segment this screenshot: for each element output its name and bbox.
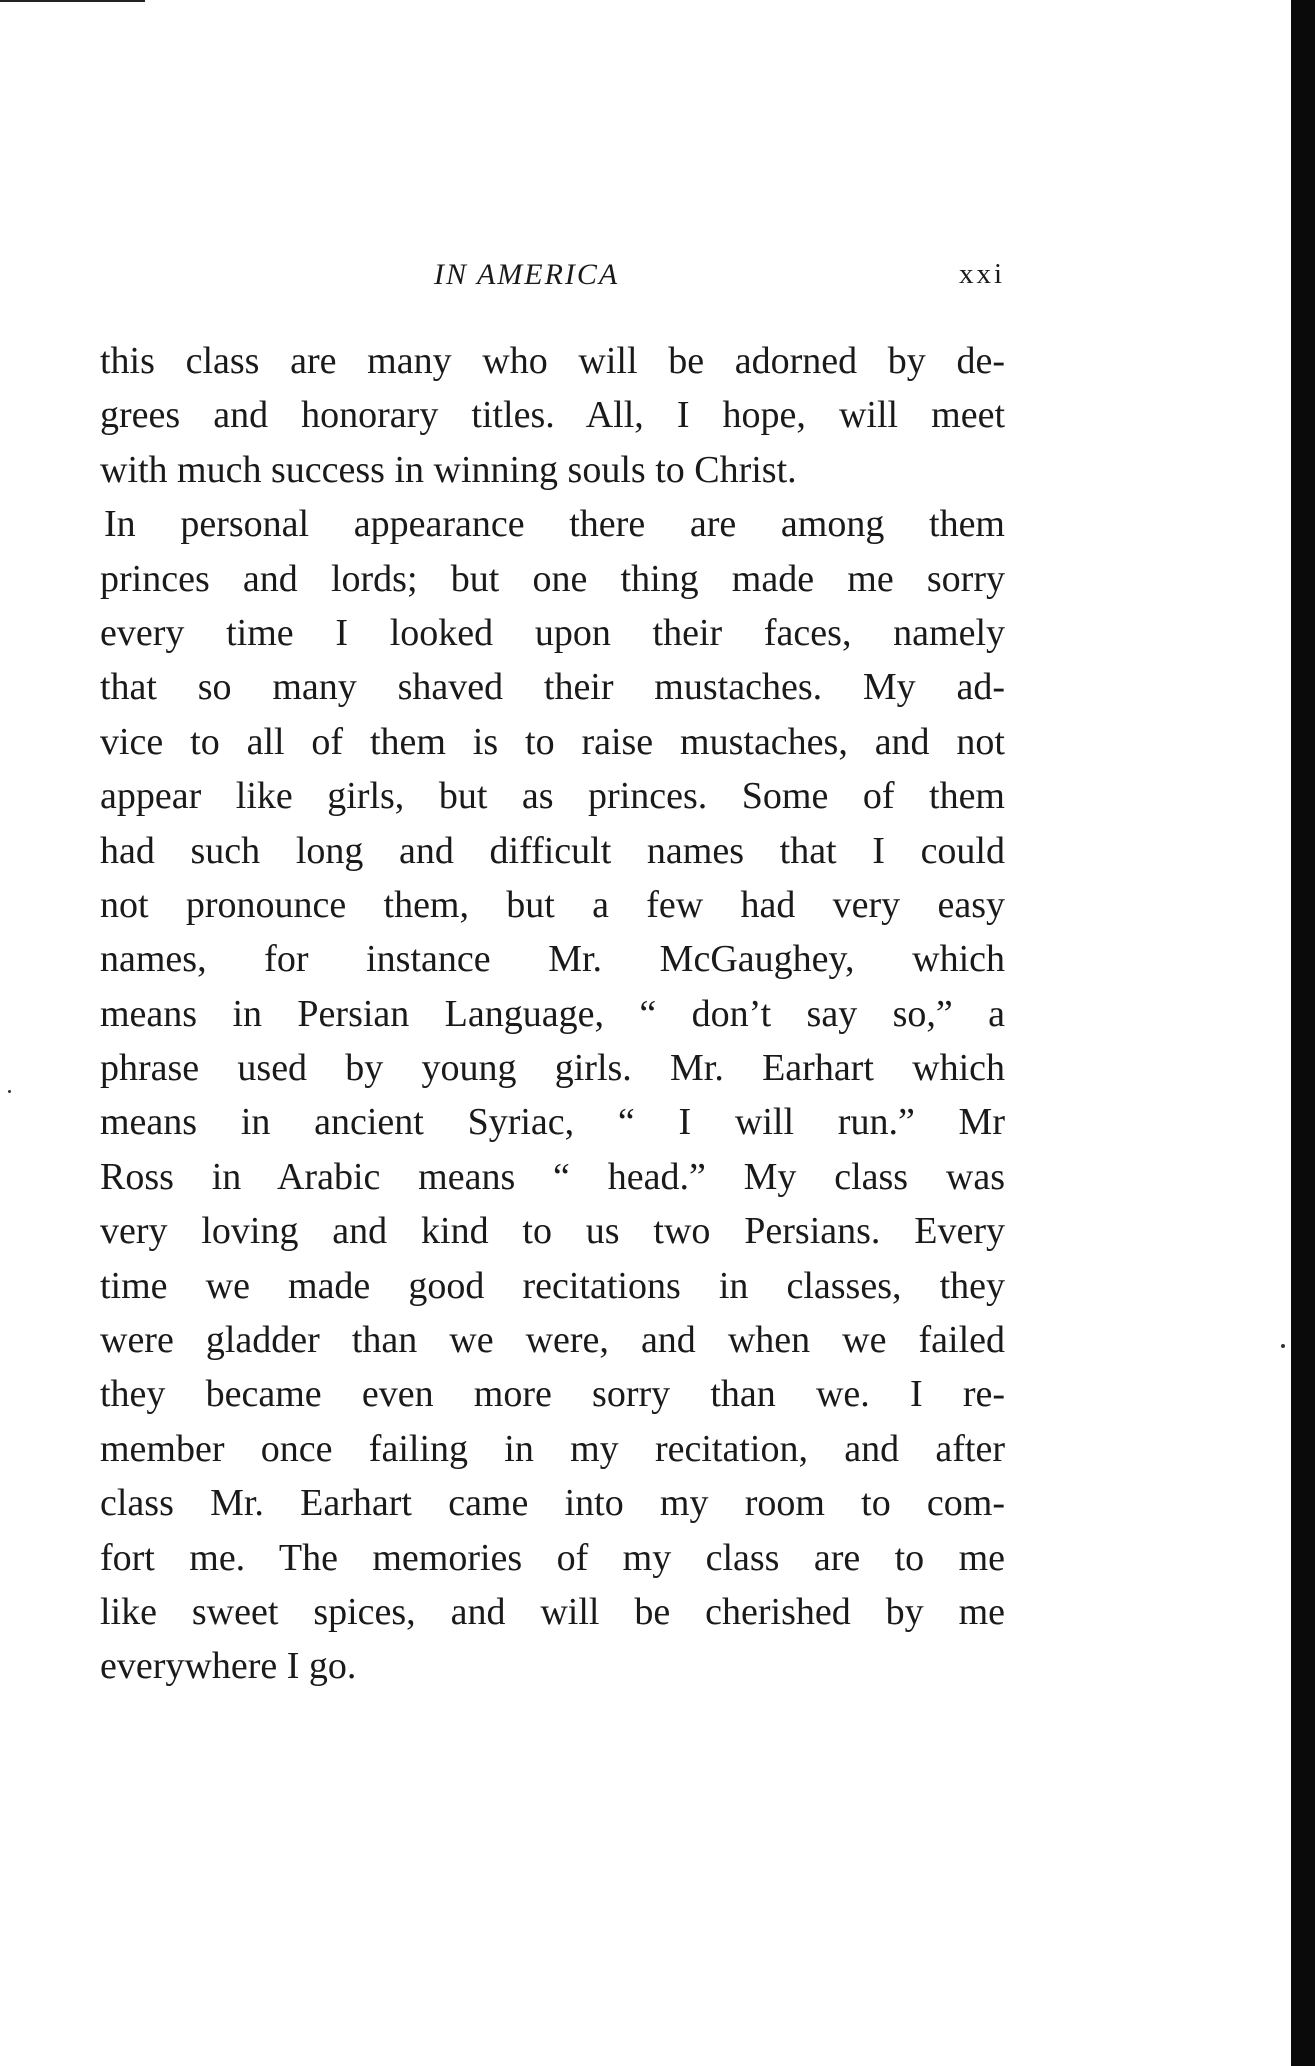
scan-speck xyxy=(8,1090,11,1093)
text-line: Ross in Arabic means “ head.” My class was xyxy=(100,1155,1005,1198)
text-line: like sweet spices, and will be cherished by me xyxy=(100,1590,1005,1633)
text-line: means in Persian Language, “ don’t say so,” a xyxy=(100,992,1005,1035)
text-line: this class are many who will be adorned by de- xyxy=(100,340,1005,382)
top-rule xyxy=(0,0,145,2)
text-line: every time I looked upon their faces, namely xyxy=(100,611,1005,654)
text-line: phrase used by young girls. Mr. Earhart which xyxy=(100,1047,1005,1090)
text-line: with much success in winning souls to Christ. xyxy=(100,448,797,491)
text-line: class Mr. Earhart came into my room to com- xyxy=(100,1482,1005,1525)
text-line: very loving and kind to us two Persians. Every xyxy=(100,1210,1005,1253)
text-line: that so many shaved their mustaches. My ad- xyxy=(100,666,1005,709)
running-title: IN AMERICA xyxy=(434,258,620,291)
text-line: In personal appearance there are among them xyxy=(104,503,1005,546)
page-number: xxi xyxy=(958,258,1005,290)
text-line: member once failing in my recitation, and after xyxy=(100,1427,1005,1470)
text-line: fort me. The memories of my class are to me xyxy=(100,1536,1005,1579)
scan-edge-shadow xyxy=(1291,0,1315,2066)
text-line: names, for instance Mr. McGaughey, which xyxy=(100,938,1005,981)
scan-speck xyxy=(1281,1344,1285,1348)
text-line: means in ancient Syriac, “ I will run.” Mr xyxy=(100,1101,1005,1144)
running-head xyxy=(100,258,1005,308)
text-line: time we made good recitations in classes, they xyxy=(100,1264,1005,1307)
text-line: princes and lords; but one thing made me sorry xyxy=(100,557,1005,600)
text-line: appear like girls, but as princes. Some of them xyxy=(100,775,1005,818)
text-line: grees and honorary titles. All, I hope, will meet xyxy=(100,394,1005,437)
text-line: were gladder than we were, and when we failed xyxy=(100,1319,1005,1362)
text-line: everywhere I go. xyxy=(100,1645,357,1688)
text-line: vice to all of them is to raise mustaches, and not xyxy=(100,720,1005,763)
text-line: not pronounce them, but a few had very easy xyxy=(100,883,1005,926)
text-line: they became even more sorry than we. I re- xyxy=(100,1373,1005,1416)
text-line: had such long and difficult names that I could xyxy=(100,829,1005,872)
body-text xyxy=(100,334,1005,1694)
